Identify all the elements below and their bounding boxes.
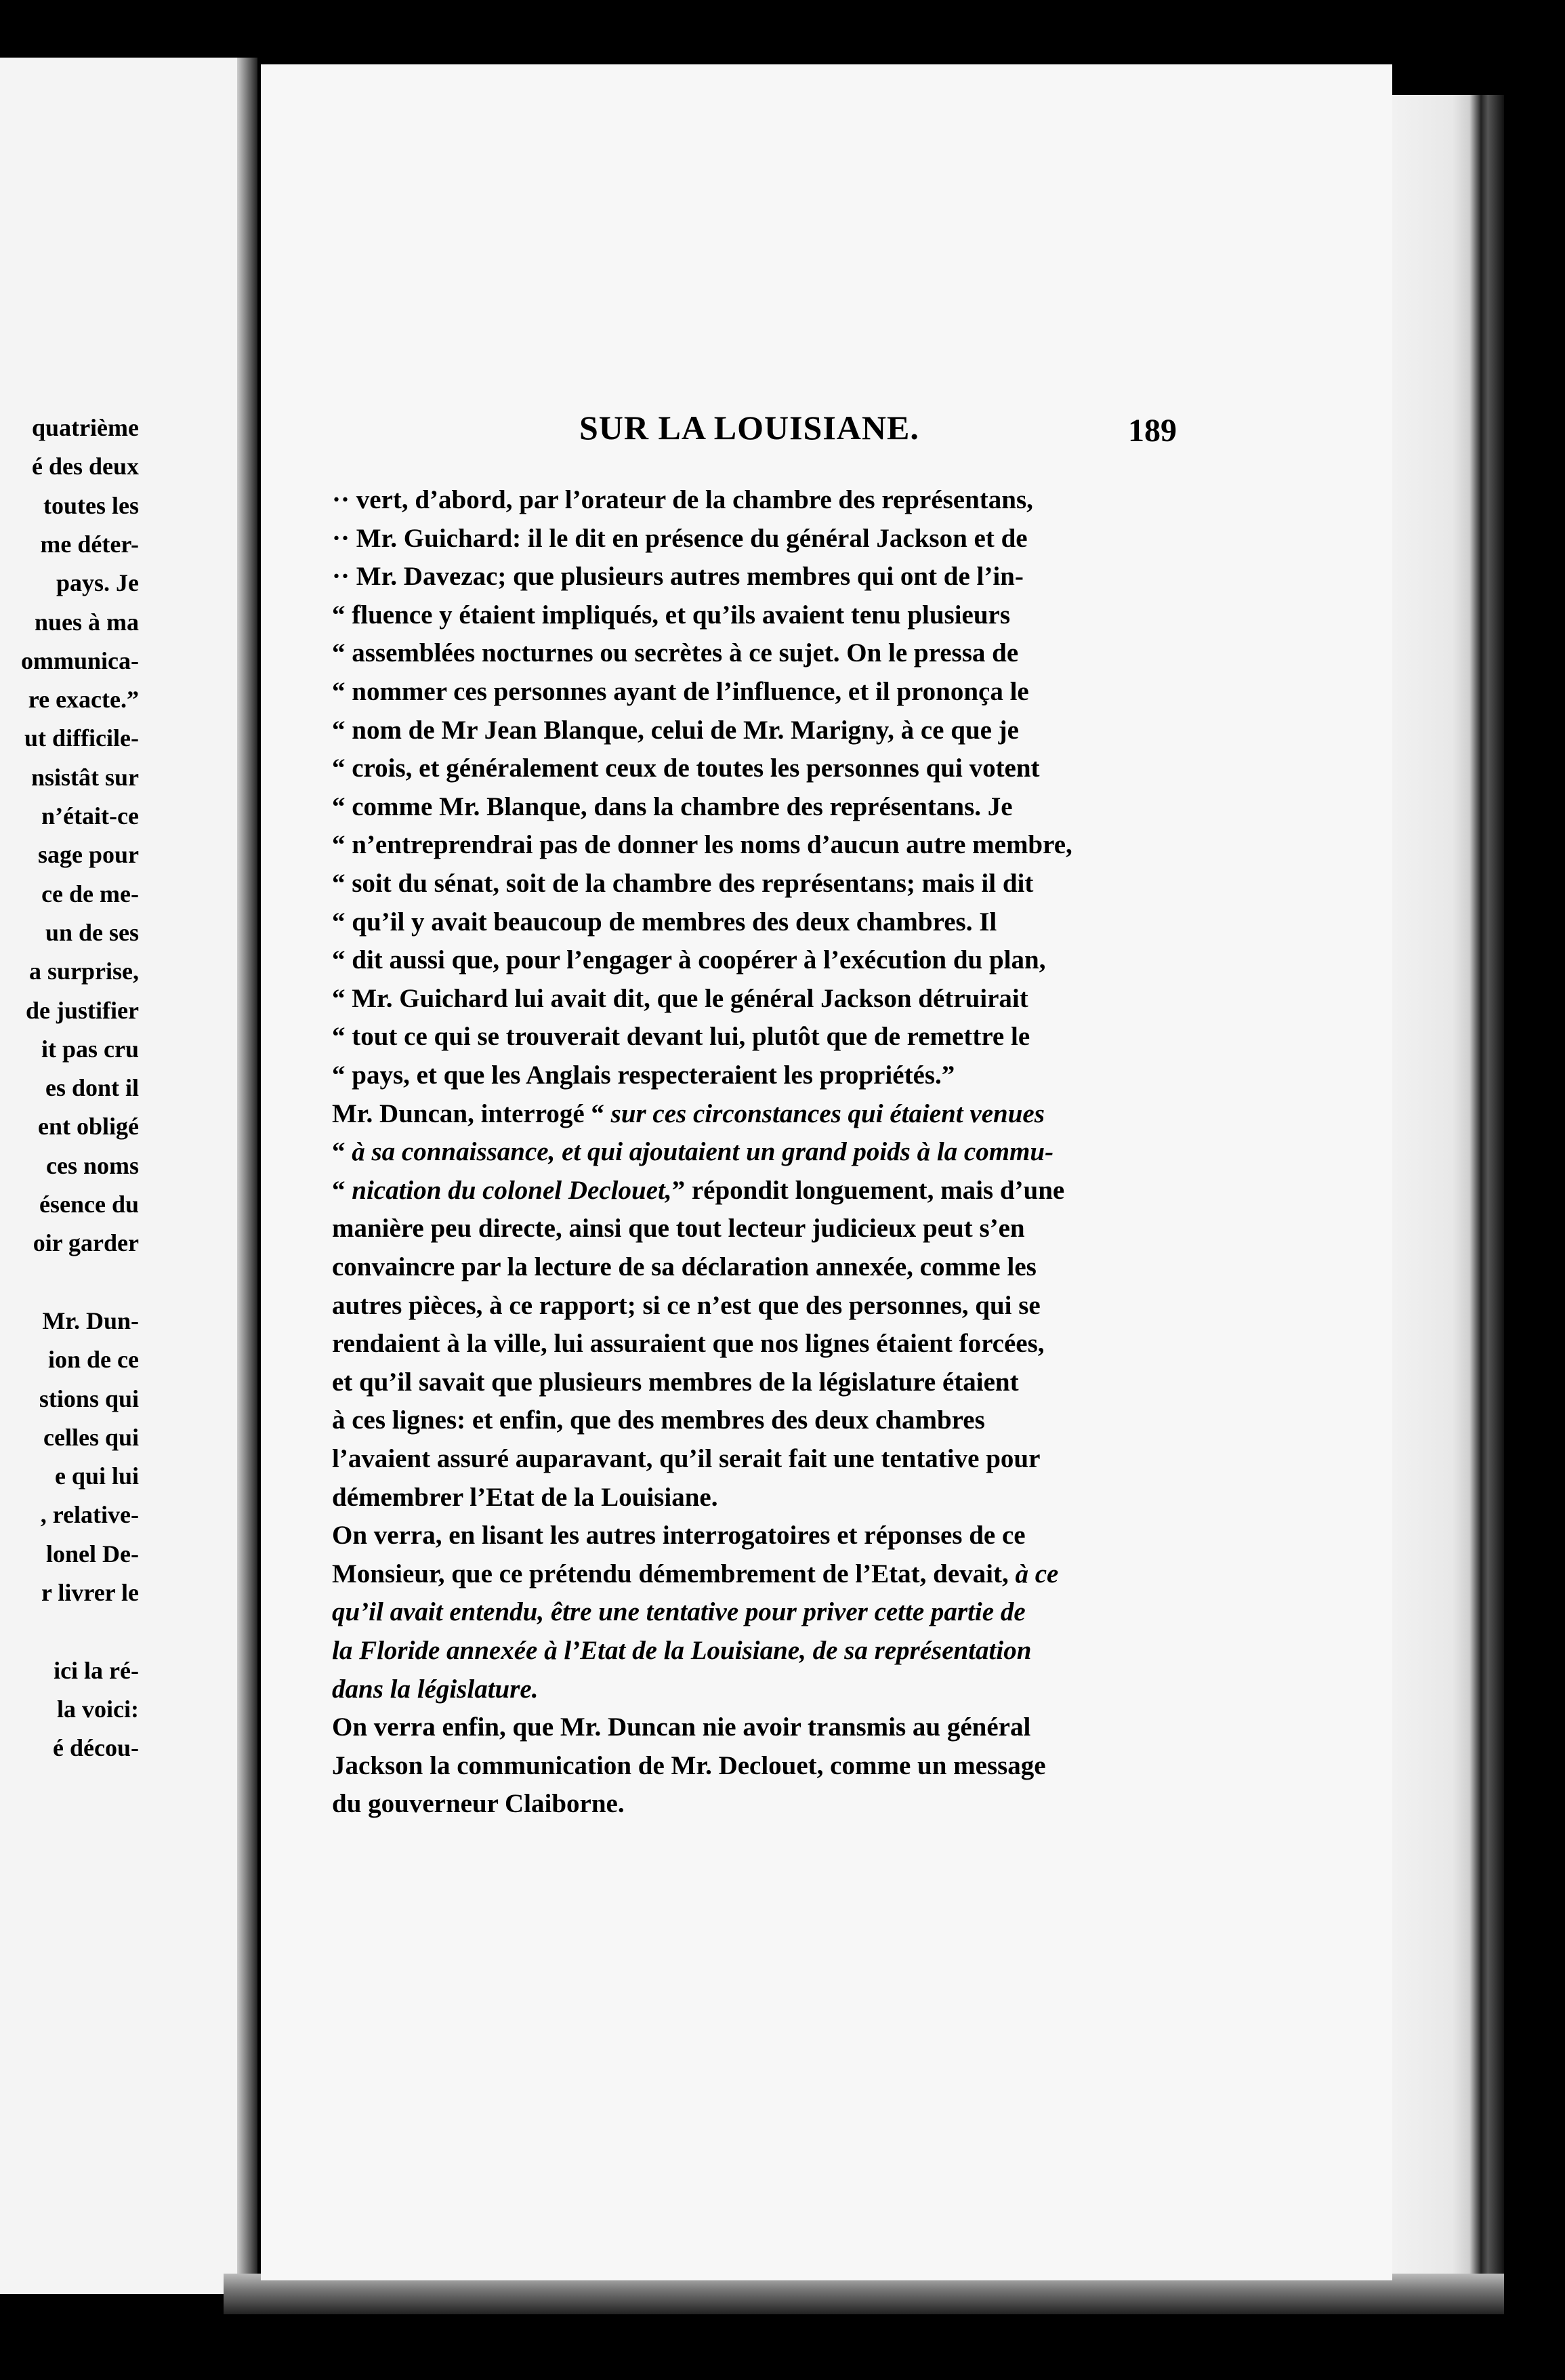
text-run: “ assemblées nocturnes ou secrètes à ce sujet. On le pressa de bbox=[332, 638, 1019, 668]
previous-page-line: sage pour bbox=[37, 841, 139, 869]
text-run: “ crois, et généralement ceux de toutes les personnes qui votent bbox=[332, 754, 1040, 783]
text-line bbox=[332, 1520, 1026, 1558]
previous-page-line: es dont il bbox=[45, 1074, 139, 1102]
running-title: SUR LA LOUISIANE. bbox=[579, 409, 919, 447]
text-line bbox=[332, 1750, 1046, 1788]
previous-page-line: la voici: bbox=[57, 1695, 139, 1723]
text-run: “ comme Mr. Blanque, dans la chambre des représentans. Je bbox=[332, 792, 1013, 821]
text-line bbox=[332, 485, 1033, 522]
text-run: à ces lignes: et enfin, que des membres des deux chambres bbox=[332, 1406, 985, 1435]
previous-page bbox=[0, 58, 244, 2294]
previous-page-line: ion de ce bbox=[48, 1346, 139, 1374]
text-run: rendaient à la ville, lui assuraient que nos lignes étaient forcées, bbox=[332, 1329, 1045, 1359]
italic-text: qu’il avait entendu, être une tentative pour priver cette partie de bbox=[332, 1597, 1026, 1627]
text-run: “ nommer ces personnes ayant de l’influence, et il prononça le bbox=[332, 677, 1029, 706]
previous-page-line: a surprise, bbox=[29, 958, 139, 985]
text-run: “ nom de Mr Jean Blanque, celui de Mr. Marigny, à ce que je bbox=[332, 715, 1019, 745]
text-line bbox=[332, 1021, 1030, 1059]
previous-page-line: Mr. Dun- bbox=[42, 1307, 139, 1334]
previous-page-line: ce de me- bbox=[41, 880, 139, 907]
previous-page-line: ent obligé bbox=[38, 1113, 139, 1141]
italic-text: dans la législature. bbox=[332, 1674, 539, 1704]
text-line bbox=[332, 638, 1018, 676]
text-line bbox=[332, 753, 1040, 791]
text-line bbox=[332, 1367, 1019, 1405]
text-line bbox=[332, 1290, 1041, 1328]
text-line bbox=[332, 523, 1028, 561]
text-line bbox=[332, 676, 1029, 714]
previous-page-line: nues à ma bbox=[34, 608, 139, 636]
previous-page-line: it pas cru bbox=[41, 1035, 139, 1063]
page-number: 189 bbox=[1128, 413, 1177, 449]
previous-page-line: é des deux bbox=[31, 453, 139, 480]
text-line bbox=[332, 600, 1010, 638]
text-run: et qu’il savait que plusieurs membres de la législature étaient bbox=[332, 1367, 1019, 1397]
text-run: On verra, en lisant les autres interrogatoires et réponses de ce bbox=[332, 1521, 1026, 1551]
previous-page-line: lonel De- bbox=[46, 1540, 139, 1567]
previous-page-line: pays. Je bbox=[56, 569, 139, 597]
italic-text: sur ces circonstances qui étaient venues bbox=[610, 1099, 1045, 1128]
text-run: ” répondit longuement, mais d’une bbox=[671, 1175, 1065, 1205]
previous-page-line: r livrer le bbox=[41, 1579, 139, 1606]
previous-page-line: un de ses bbox=[45, 918, 139, 946]
text-run: convaincre par la lecture de sa déclaration annexée, comme les bbox=[332, 1252, 1037, 1281]
text-run: ·· Mr. Guichard: il le dit en présence du général Jackson et de bbox=[332, 523, 1028, 553]
text-line bbox=[332, 1175, 1064, 1213]
text-line bbox=[332, 945, 1045, 983]
text-line bbox=[332, 561, 1024, 599]
italic-text: la Floride annexée à l’Etat de la Louisiane, de sa représentation bbox=[332, 1636, 1032, 1665]
text-run: On verra enfin, que Mr. Duncan nie avoir transmis au général bbox=[332, 1712, 1031, 1742]
text-run: “ n’entreprendrai pas de donner les noms d’aucun autre membre, bbox=[332, 830, 1072, 860]
text-line bbox=[332, 868, 1033, 906]
previous-page-line: ces noms bbox=[46, 1151, 139, 1179]
text-run: autres pièces, à ce rapport; si ce n’est que des personnes, qui se bbox=[332, 1290, 1041, 1320]
previous-page-line: re exacte.” bbox=[28, 686, 139, 714]
text-run: “ fluence y étaient impliqués, et qu’ils avaient tenu plusieurs bbox=[332, 600, 1011, 630]
previous-page-line: quatrième bbox=[32, 414, 139, 441]
gutter-shadow bbox=[237, 58, 257, 2294]
text-run: démembrer l’Etat de la Louisiane. bbox=[332, 1482, 718, 1512]
text-run: “ tout ce qui se trouverait devant lui, plutôt que de remettre le bbox=[332, 1022, 1030, 1052]
previous-page-line: e qui lui bbox=[54, 1462, 139, 1490]
text-line bbox=[332, 907, 997, 945]
text-run: Jackson la communication de Mr. Declouet, comme un message bbox=[332, 1750, 1046, 1780]
previous-page-line: , relative- bbox=[40, 1501, 139, 1529]
text-line bbox=[332, 715, 1019, 753]
text-run: l’avaient assuré auparavant, qu’il serait fait une tentative pour bbox=[332, 1444, 1041, 1473]
text-line bbox=[332, 1674, 538, 1712]
text-line bbox=[332, 983, 1028, 1021]
text-run: manière peu directe, ainsi que tout lecteur judicieux peut s’en bbox=[332, 1214, 1025, 1244]
text-run: “ Mr. Guichard lui avait dit, que le général Jackson détruirait bbox=[332, 983, 1028, 1013]
text-run: “ pays, et que les Anglais respecteraient les propriétés.” bbox=[332, 1061, 955, 1090]
previous-page-line: me déter- bbox=[40, 530, 139, 558]
text-line bbox=[332, 1213, 1025, 1251]
text-line bbox=[332, 1788, 625, 1826]
previous-page-line: ésence du bbox=[39, 1191, 139, 1218]
previous-page-line: oir garder bbox=[33, 1229, 139, 1257]
italic-text: à ce bbox=[1015, 1559, 1059, 1588]
text-line bbox=[332, 792, 1013, 829]
text-run: Monsieur, que ce prétendu démembrement de l’Etat, devait, bbox=[332, 1559, 1016, 1588]
text-line bbox=[332, 1099, 1045, 1136]
italic-text: à sa connaissance, et qui ajoutaient un grand poids à la commu- bbox=[352, 1137, 1054, 1167]
previous-page-line: stions qui bbox=[39, 1384, 139, 1412]
previous-page-line: ommunica- bbox=[21, 647, 139, 674]
text-line bbox=[332, 1328, 1045, 1366]
previous-page-line: ut difficile- bbox=[24, 724, 139, 752]
text-line bbox=[332, 829, 1072, 867]
text-line bbox=[332, 1597, 1026, 1635]
text-line bbox=[332, 1136, 1053, 1174]
text-run: “ qu’il y avait beaucoup de membres des deux chambres. Il bbox=[332, 907, 997, 937]
text-line bbox=[332, 1482, 717, 1520]
previous-page-line: é décou- bbox=[53, 1734, 139, 1762]
italic-text: nication du colonel Declouet, bbox=[352, 1175, 672, 1205]
text-run: “ soit du sénat, soit de la chambre des représentans; mais il dit bbox=[332, 869, 1034, 898]
previous-page-line: celles qui bbox=[43, 1423, 139, 1451]
previous-page-line: n’était-ce bbox=[41, 802, 139, 829]
previous-page-line: toutes les bbox=[43, 491, 139, 519]
text-line bbox=[332, 1060, 955, 1098]
page-edge bbox=[1389, 95, 1504, 2284]
text-run: Mr. Duncan, interrogé “ bbox=[332, 1099, 611, 1128]
text-line bbox=[332, 1635, 1031, 1673]
previous-page-line: ici la ré- bbox=[54, 1656, 139, 1684]
book-page bbox=[261, 64, 1392, 2280]
text-run: “ bbox=[332, 1175, 352, 1205]
text-run: “ bbox=[332, 1137, 352, 1167]
text-line bbox=[332, 1252, 1037, 1290]
text-run: ·· vert, d’abord, par l’orateur de la chambre des représentans, bbox=[332, 485, 1033, 514]
text-line bbox=[332, 1443, 1040, 1481]
text-run: “ dit aussi que, pour l’engager à coopérer à l’exécution du plan, bbox=[332, 945, 1046, 975]
text-line bbox=[332, 1712, 1030, 1750]
text-run: du gouverneur Claiborne. bbox=[332, 1789, 625, 1819]
text-line bbox=[332, 1559, 1058, 1597]
text-line bbox=[332, 1405, 985, 1443]
text-run: ·· Mr. Davezac; que plusieurs autres membres qui ont de l’in- bbox=[332, 562, 1024, 592]
previous-page-line: nsistât sur bbox=[30, 763, 139, 791]
previous-page-line: de justifier bbox=[26, 996, 139, 1024]
